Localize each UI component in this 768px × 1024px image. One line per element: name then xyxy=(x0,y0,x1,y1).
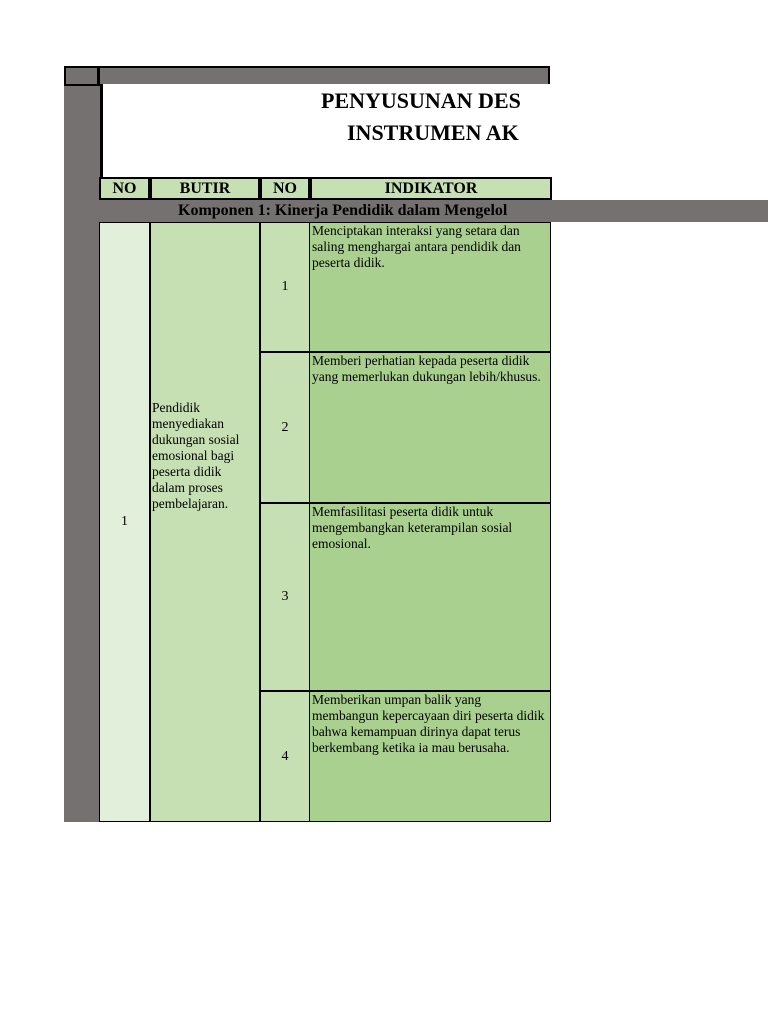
indikator-no-cell xyxy=(260,691,310,822)
indikator-no: 3 xyxy=(281,589,289,604)
header-no-indikator: NO xyxy=(260,177,310,200)
indikator-no-cell xyxy=(260,503,310,691)
header-butir: BUTIR xyxy=(150,177,260,200)
indikator-text: Menciptakan interaksi yang setara dan saling menghargai antara pendidik dan peserta didik. xyxy=(312,223,521,270)
indikator-no: 4 xyxy=(281,748,289,764)
indikator-text: Memberi perhatian kepada peserta didik yang memerlukan dukungan lebih/khusus. xyxy=(312,353,541,384)
komponen-label: Komponen 1: Kinerja Pendidik dalam Mengelol xyxy=(178,202,508,219)
indikator-no: 2 xyxy=(281,419,289,435)
indikator-text: Memberikan umpan balik yang membangun kepercayaan diri peserta didik bahwa kemampuan dirinya dapat terus berkembang ketika ia mau berusaha. xyxy=(312,692,545,755)
komponen-band xyxy=(99,200,768,222)
indikator-text-cell xyxy=(309,352,551,503)
indikator-text-cell xyxy=(309,503,551,691)
title-block xyxy=(100,84,550,178)
header-indikator: INDIKATOR xyxy=(310,177,552,200)
indikator-text: Memfasilitasi peserta didik untuk mengembangkan keterampilan sosial emosional. xyxy=(312,504,513,551)
header-no: NO xyxy=(99,177,150,200)
indikator-text-cell xyxy=(309,222,551,352)
indikator-text-cell xyxy=(309,691,551,822)
title-line-1: PENYUSUNAN DES xyxy=(321,88,521,113)
title-line-2: INSTRUMEN AK xyxy=(347,120,519,145)
frame-top-divider xyxy=(97,66,100,86)
frame-left-bar xyxy=(64,66,100,822)
row-no: 1 xyxy=(121,514,128,529)
indikator-no-cell xyxy=(260,222,310,352)
row-no-cell xyxy=(99,222,150,822)
indikator-no-cell xyxy=(260,352,310,503)
indikator-no: 1 xyxy=(281,279,289,294)
butir-cell xyxy=(150,222,260,822)
frame-top-bar xyxy=(64,66,550,86)
butir-text: Pendidik menyediakan dukungan sosial emosional bagi peserta didik dalam proses pembelajaran. xyxy=(152,400,240,511)
